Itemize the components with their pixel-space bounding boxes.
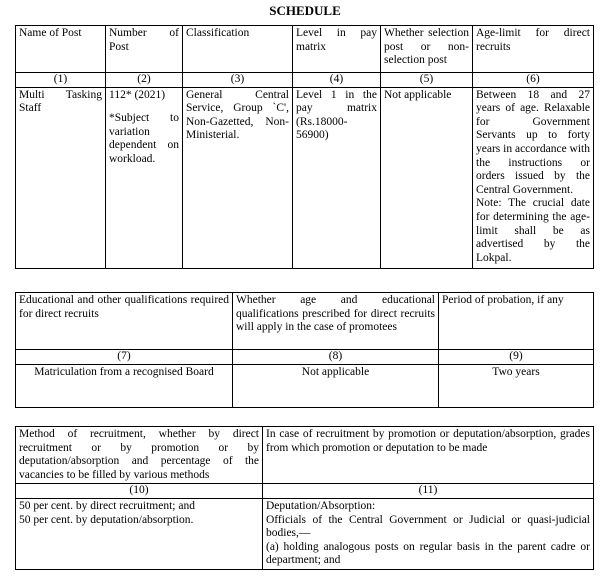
column-number: (8): [233, 350, 439, 365]
header-classification: Classification: [183, 26, 293, 73]
header-row: [16, 427, 594, 484]
schedule-table-3: [15, 426, 594, 570]
recruitment-method-line: 50 per cent. by deputation/absorption.: [19, 513, 194, 526]
deputation-eligibility: Officials of the Central Government or Judicial or quasi-judicial bodies,—: [266, 513, 590, 540]
header-number-of-post: Number of Post: [106, 26, 183, 73]
classification-value: General Central Service, Group `C', Non-Gazetted, Non- Ministerial.: [183, 87, 293, 268]
age-limit-cell: [473, 87, 594, 268]
deputation-clause-a: (a) holding analogous posts on regular basis in the parent cadre or department; and: [266, 540, 590, 567]
column-number: (7): [16, 350, 233, 365]
post-name: Multi Tasking Staff: [16, 87, 106, 268]
column-number-row: [16, 350, 594, 365]
schedule-title: SCHEDULE: [269, 3, 341, 18]
column-number: (3): [183, 73, 293, 88]
selection-post-value: Not applicable: [381, 87, 473, 268]
header-row: [16, 293, 594, 350]
column-number: (9): [439, 350, 594, 365]
column-number: (4): [293, 73, 381, 88]
age-limit-note: Note: The crucial date for determining the age-limit shall be as advertised by the Lokpal.: [476, 197, 590, 264]
column-number-row: [16, 484, 594, 499]
header-educational-qualifications: Educational and other qualifications required for direct recruits: [16, 293, 233, 350]
promotion-grades-cell: [263, 498, 594, 569]
header-selection-post: Whether selection post or non-selection post: [381, 26, 473, 73]
post-number-note: *Subject to variation dependent on workload.: [109, 112, 179, 165]
column-number-row: [16, 73, 594, 88]
recruitment-method-cell: [16, 498, 263, 569]
header-probation-period: Period of probation, if any: [439, 293, 594, 350]
header-age-limit: Age-limit for direct recruits: [473, 26, 594, 73]
header-row: [16, 26, 594, 73]
header-promotion-grades: In case of recruitment by promotion or deputation/absorption, grades from which promotion or deputation to be made: [263, 427, 594, 484]
table-row: [16, 364, 594, 407]
probation-period-value: Two years: [439, 364, 594, 407]
header-name-of-post: Name of Post: [16, 26, 106, 73]
column-number: (6): [473, 73, 594, 88]
recruitment-method-line: 50 per cent. by direct recruitment; and: [19, 499, 195, 512]
table-row: [16, 87, 594, 268]
column-number: (10): [16, 484, 263, 499]
promotee-applicability-value: Not applicable: [233, 364, 439, 407]
age-limit-value: Between 18 and 27 years of age. Relaxable for Government Servants up to forty years in accordance with the instructions or orders issued by the Central Government.: [476, 88, 590, 196]
column-number: (1): [16, 73, 106, 88]
header-pay-level: Level in pay matrix: [293, 26, 381, 73]
educational-qualification-value: Matriculation from a recognised Board: [16, 364, 233, 407]
schedule-table-1: [15, 25, 594, 269]
schedule-table-2: [15, 292, 594, 408]
pay-level-value: Level 1 in the pay matrix (Rs.18000-56900): [293, 87, 381, 268]
header-promotee-applicability: Whether age and educational qualifications prescribed for direct recruits will apply in the case of promotees: [233, 293, 439, 350]
header-method-of-recruitment: Method of recruitment, whether by direct recruitment or by promotion or by deputation/absorption and percentage of the vacancies to be filled by various methods: [16, 427, 263, 484]
post-number: 112* (2021): [109, 88, 166, 101]
column-number: (5): [381, 73, 473, 88]
deputation-heading: Deputation/Absorption:: [266, 499, 376, 512]
post-number-cell: [106, 87, 183, 268]
table-row: [16, 498, 594, 569]
column-number: (11): [263, 484, 594, 499]
column-number: (2): [106, 73, 183, 88]
